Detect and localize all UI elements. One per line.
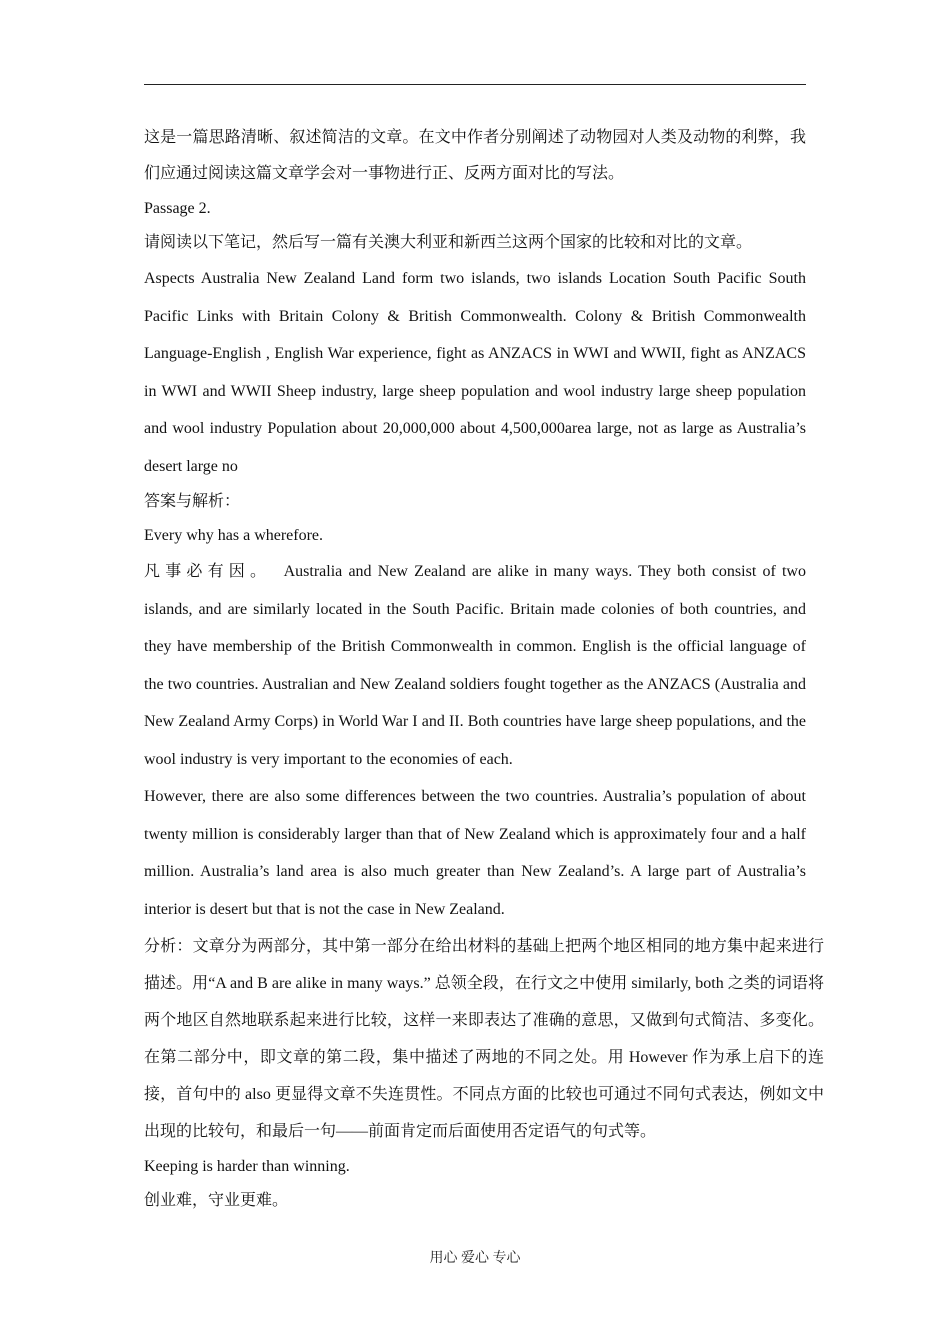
proverb-english-1: Every why has a wherefore. — [144, 527, 324, 544]
intro-paragraph: 这是一篇思路清晰、叙述简洁的文章。在文中作者分别阐述了动物园对人类及动物的利弊，我们应通过阅读这篇文章学会对一事物进行正、反两方面对比的写法。 — [144, 129, 806, 182]
document-body — [144, 120, 824, 1218]
analysis-paragraph: 分析：文章分为两部分，其中第一部分在给出材料的基础上把两个地区相同的地方集中起来进行描述。用“A and B are alike in many ways.” 总领全段，在行文之中使用 similarly, both 之类的词语将两个地区自然地联系起来进行比较，这样一来即表达了准确的意思，又做到句式简洁、多变化。在第二部分中，即文章的第二段，集中描述了两地的不同之处。用 However 作为承上启下的连接，首句中的 also 更显得文章不失连贯性。不同点方面的比较也可通过不同句式表达，例如文中出现的比较句，和最后一句——前面肯定而后面使用否定语气的句式等。 — [144, 938, 824, 1140]
proverb-english-2: Keeping is harder than winning. — [144, 1158, 350, 1175]
answer-heading: 答案与解析： — [144, 493, 241, 510]
header-rule — [144, 84, 806, 85]
instruction-paragraph: 请阅读以下笔记，然后写一篇有关澳大利亚和新西兰这两个国家的比较和对比的文章。 — [144, 234, 753, 251]
essay-paragraph-2: However, there are also some differences between the two countries. Australia’s population of about twenty million is considerably larger than that of New Zealand which is approximately four and a half million. Australia’s land area is also much greater than New Zealand’s. A large part of Australia’s interior is desert but that is not the case in New Zealand. — [144, 788, 806, 918]
proverb-chinese-1: 凡事必有因。 — [144, 563, 272, 580]
passage-title: Passage 2. — [144, 200, 211, 217]
page-footer: 用心 爱心 专心 — [429, 1251, 521, 1266]
proverb-chinese-2: 创业难，守业更难。 — [144, 1192, 289, 1209]
notes-paragraph: Aspects Australia New Zealand Land form two islands, two islands Location South Pacific South Pacific Links with Britain Colony & British Commonwealth. Colony & British Commonwealth Language-English , English War experience, fight as ANZACS in WWI and WWII, fight as ANZACS in WWI and WWII Sheep industry, large sheep population and wool industry large sheep population and wool industry Population about 20,000,000 about 4,500,000area large, not as large as Australia’s desert large no — [144, 270, 806, 475]
essay-paragraph-1-text: Australia and New Zealand are alike in many ways. They both consist of two islands, and are similarly located in the South Pacific. Britain made colonies of both countries, and they have membership of the British Commonwealth in common. English is the official language of the two countries. Australian and New Zealand soldiers fought together as the ANZACS (Australia and New Zealand Army Corps) in World War I and II. Both countries have large sheep populations, and the wool industry is very important to the economies of each. — [144, 563, 806, 768]
essay-paragraph-1 — [144, 553, 806, 778]
